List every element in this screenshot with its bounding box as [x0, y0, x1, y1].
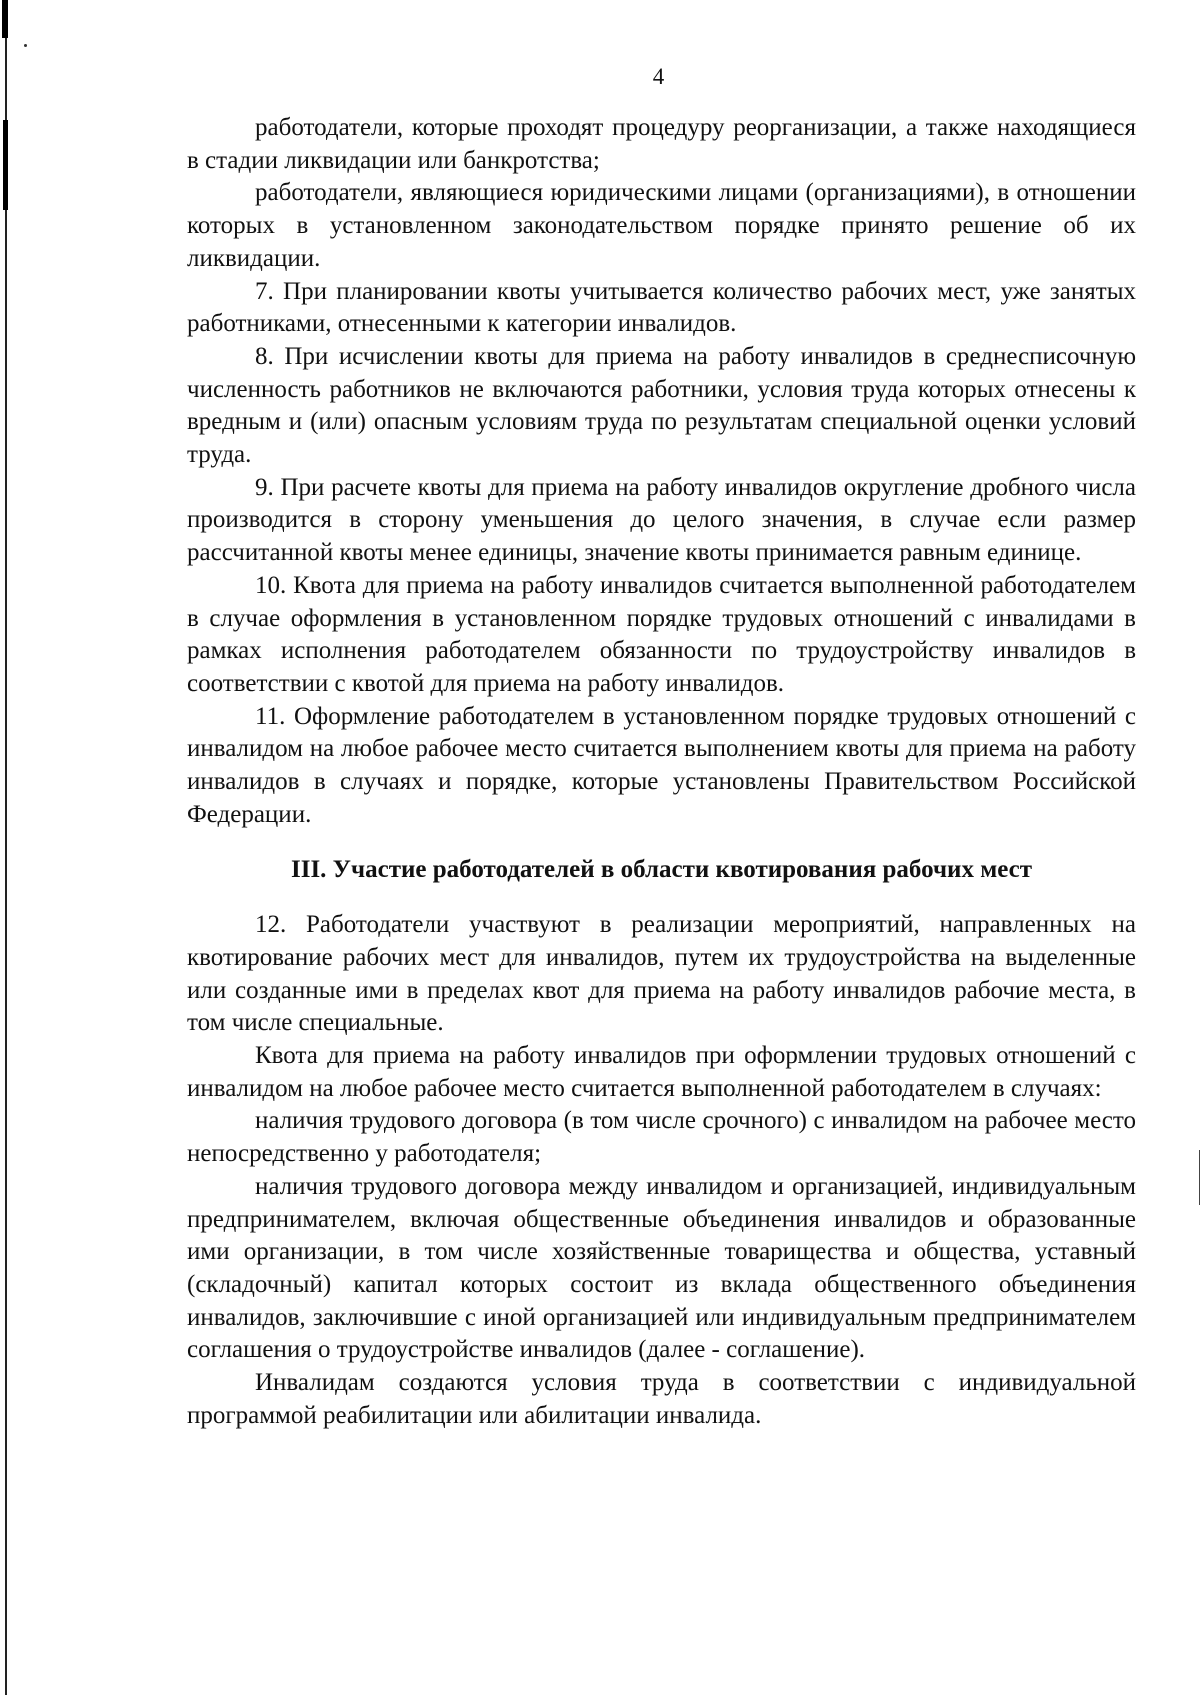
- scan-edge-line: [5, 0, 7, 1695]
- paragraph: Инвалидам создаются условия труда в соответствии с индивидуальной программой реабилитации или абилитации инвалида.: [187, 1369, 1136, 1429]
- paragraph: 11. Оформление работодателем в установленном порядке трудовых отношений с инвалидом на любое рабочее место считается выполнением квоты для приема на работу инвалидов в случаях и порядке, которые установлены Правительством Российской Федерации.: [187, 702, 1136, 828]
- page-number: 4: [652, 64, 665, 89]
- paragraph: 9. При расчете квоты для приема на работу инвалидов округление дробного числа производится в сторону уменьшения до целого значения, в случае если размер рассчитанной квоты менее единицы, значение квоты принимается равным единице.: [187, 473, 1136, 567]
- paragraph: 12. Работодатели участвуют в реализации мероприятий, направленных на квотирование рабочих мест для инвалидов, путем их трудоустройства на выделенные или созданные ими в пределах квот для приема на работу инвалидов рабочие места, в том числе специальные.: [187, 911, 1136, 1037]
- document-body: [187, 112, 1136, 1432]
- scan-edge-mark-middle: [3, 120, 8, 210]
- section-heading: III. Участие работодателей в области квотирования рабочих мест: [290, 856, 1032, 884]
- scan-speck: [24, 44, 27, 47]
- paragraph: работодатели, которые проходят процедуру реорганизации, а также находящиеся в стадии ликвидации или банкротства;: [187, 114, 1136, 174]
- paragraph: Квота для приема на работу инвалидов при оформлении трудовых отношений с инвалидом на любое рабочее место считается выполненной работодателем в случаях:: [187, 1041, 1136, 1102]
- scan-edge-mark-top: [2, 0, 8, 38]
- paragraph: наличия трудового договора между инвалидом и организацией, индивидуальным предпринимателем, включая общественные объединения инвалидов и образованные ими организации, в том числе хозяйственные товарищества и общества, уставный (складочный) капитал которых состоит из вклада общественного объединения инвалидов, заключившие с иной организацией или индивидуальным предпринимателем соглашения о трудоустройстве инвалидов (далее - соглашение).: [187, 1172, 1136, 1364]
- paragraph: наличия трудового договора (в том числе срочного) с инвалидом на рабочее место непосредственно у работодателя;: [187, 1107, 1136, 1168]
- paragraph: 7. При планировании квоты учитывается количество рабочих мест, уже занятых работниками, отнесенными к категории инвалидов.: [187, 277, 1136, 338]
- paragraph: 10. Квота для приема на работу инвалидов считается выполненной работодателем в случае оформления в установленном порядке трудовых отношений с инвалидами в рамках исполнения работодателем обязанности по трудоустройству инвалидов в соответствии с квотой для приема на работу инвалидов.: [187, 571, 1136, 697]
- paragraph: 8. При исчислении квоты для приема на работу инвалидов в среднесписочную численность работников не включаются работники, условия труда которых отнесены к вредным и (или) опасным условиям труда по результатам специальной оценки условий труда.: [187, 342, 1136, 469]
- paragraph: работодатели, являющиеся юридическими лицами (организациями), в отношении которых в установленном законодательством порядке принято решение об их ликвидации.: [187, 179, 1136, 272]
